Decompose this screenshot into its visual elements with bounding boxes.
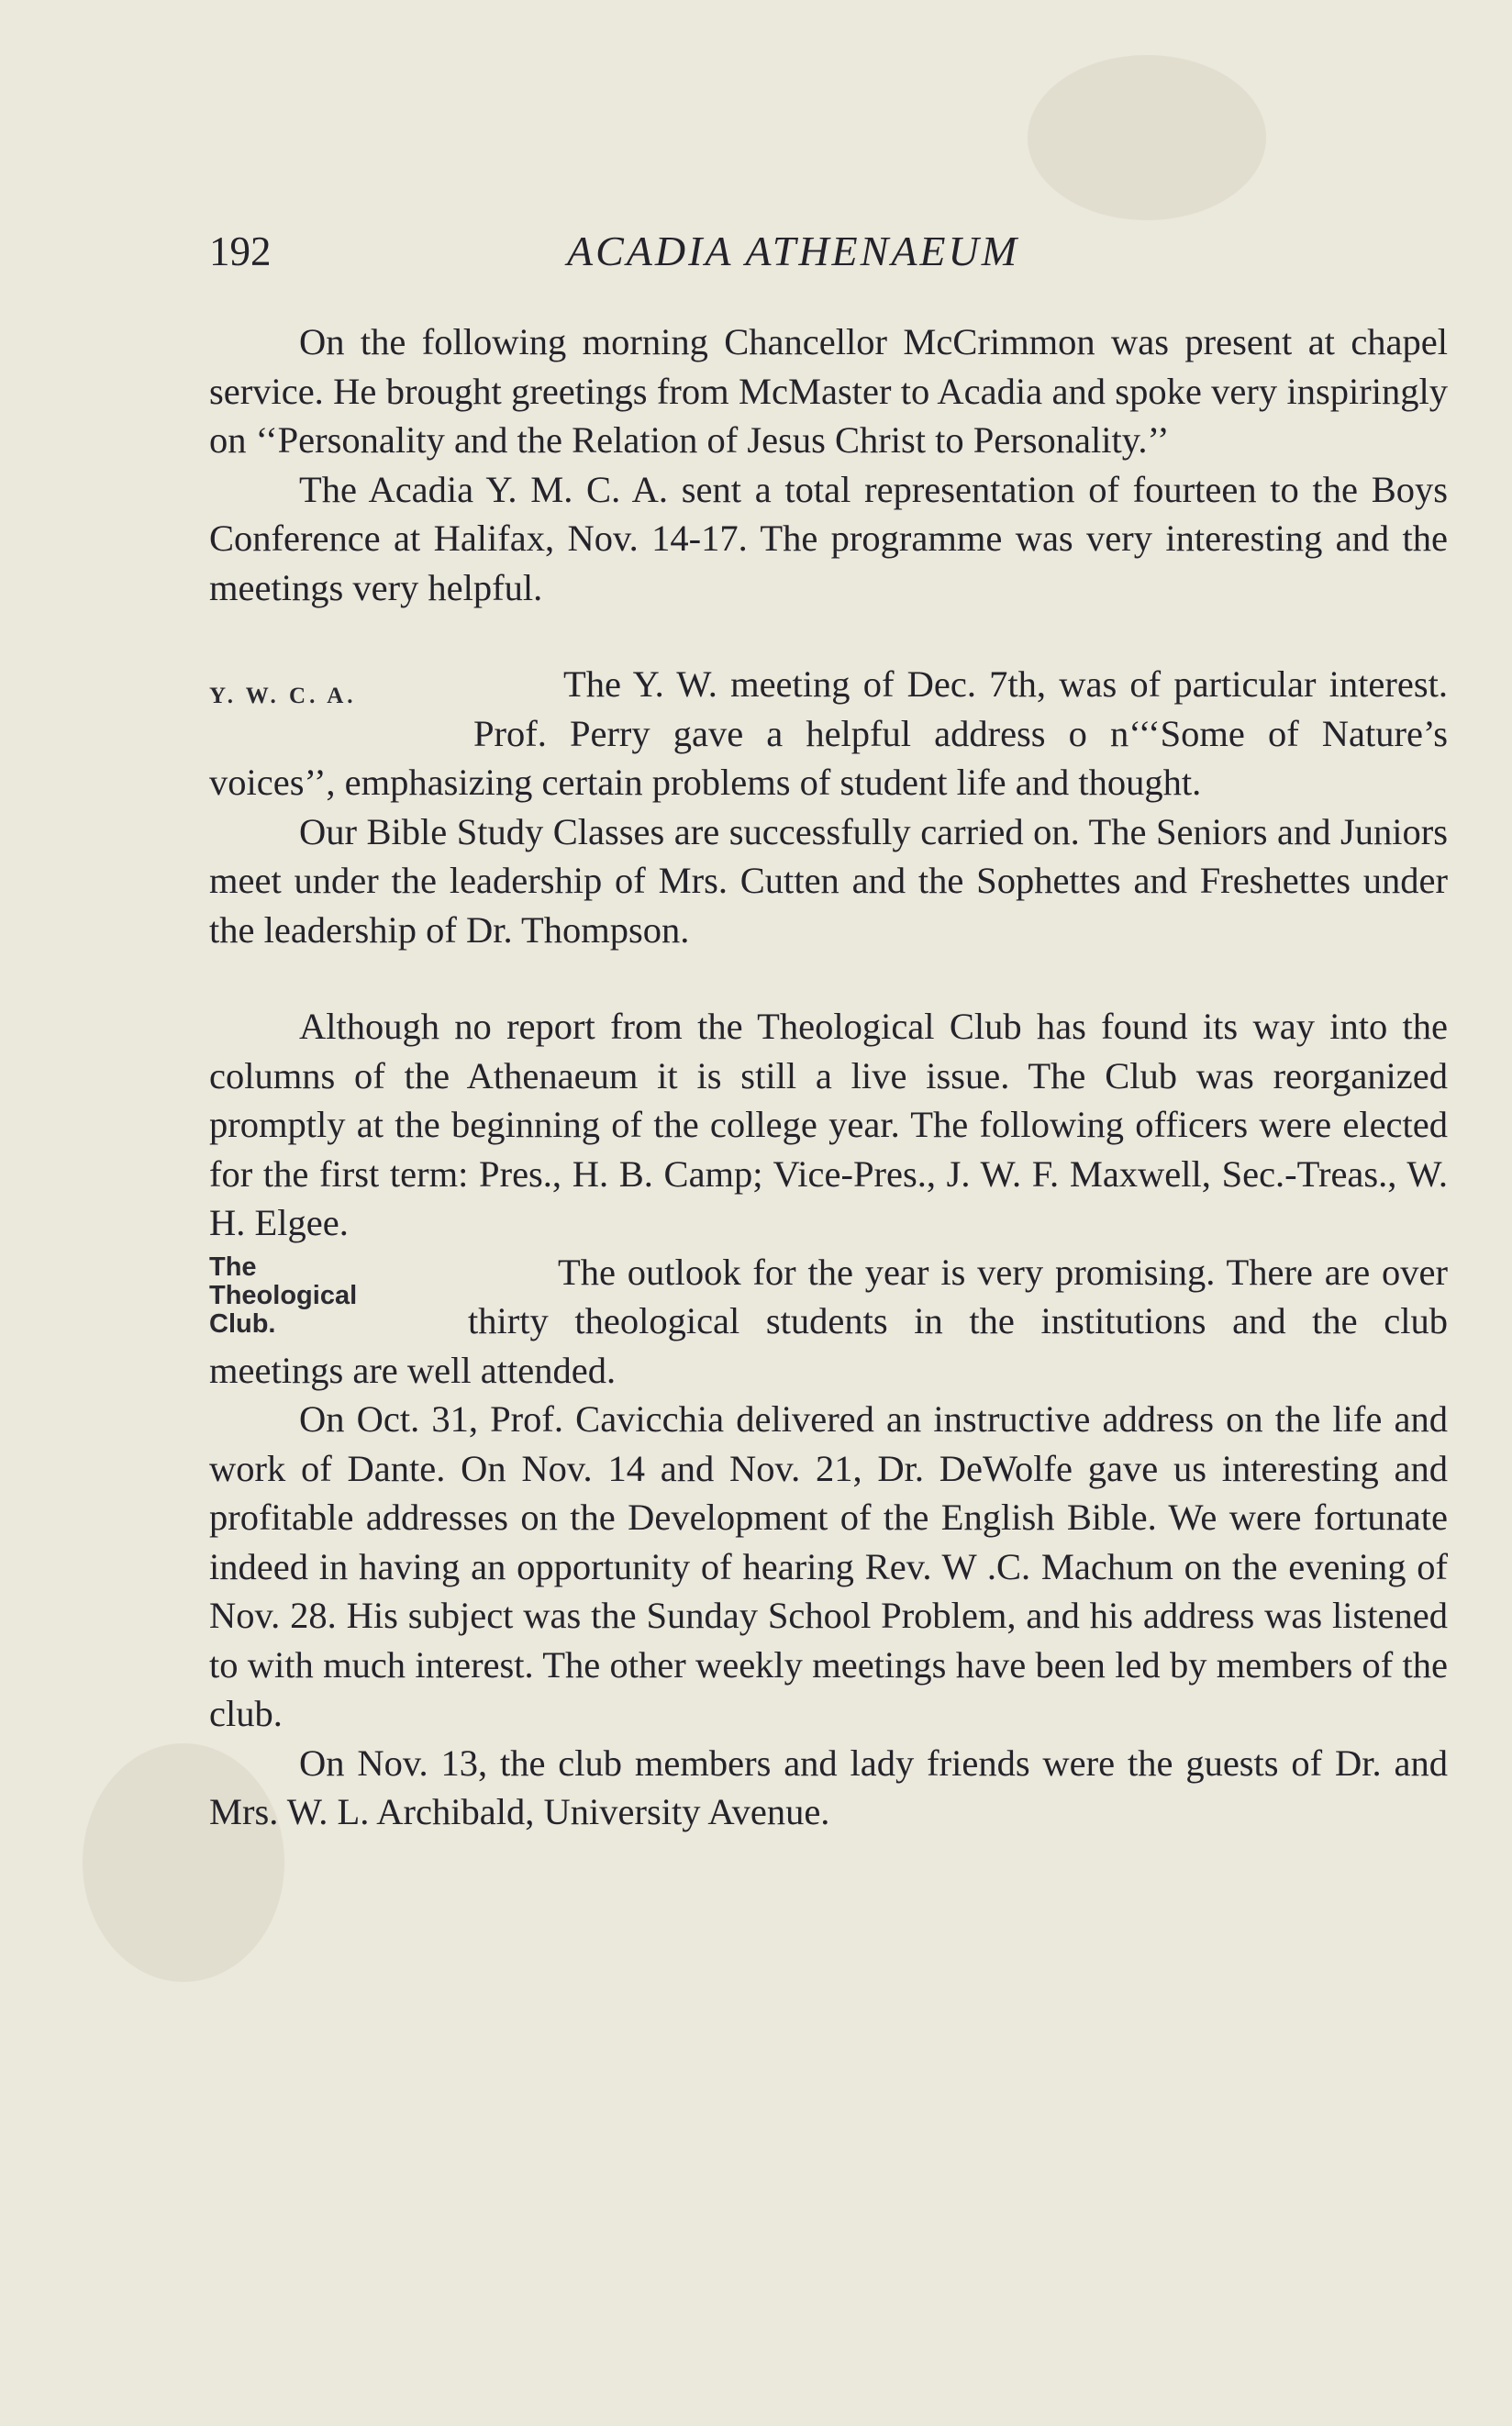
paper-stain [1028,55,1266,220]
paragraph-theological-report: Although no report from the Theological Club has found its way into the columns of the Athenaeum it is still a live issue. The Club was reorganized promptly at the beginning of the college year. The following officers were elected for the first term: Pres., H. B. Camp; Vice-Pres., J. W. F. Maxwell, Sec.-Treas., W. H. Elgee. [209,1006,1448,1243]
section-ywca [209,660,1448,954]
paragraph-ymca: The Acadia Y. M. C. A. sent a total representation of fourteen to the Boys Conference at Halifax, Nov. 14-17. The programme was very interesting and the meetings very helpful. [209,468,1448,608]
paragraph-yw-meeting: The Y. W. meeting of Dec. 7th, was of particular interest. Prof. Perry gave a helpful address o n‘‘‘Some of Nature’s voices’’, emphasizing certain problems of student life and thought. [209,663,1448,803]
article-body [209,317,1448,1837]
paragraph-dante: On Oct. 31, Prof. Cavicchia delivered an instructive address on the life and work of Dante. On Nov. 14 and Nov. 21, Dr. DeWolfe gave us interesting and profitable addresses on the Development of the English Bible. We were fortunate indeed in having an opportunity of hearing Rev. W .C. Machum on the evening of Nov. 28. His subject was the Sunday School Problem, and his address was listened to with much interest. The other weekly meetings have been led by members of the club. [209,1398,1448,1734]
running-title: ACADIA ATHENAEUM [567,228,1020,274]
paragraph-chancellor: On the following morning Chancellor McCrimmon was present at chapel service. He brought greetings from McMaster to Acadia and spoke very inspiringly on ‘‘Personality and the Relation of Jesus Christ to Personality.’’ [209,321,1448,461]
running-header [209,224,1450,288]
margin-head-line: The [209,1252,257,1282]
paragraph-guests: On Nov. 13, the club members and lady friends were the guests of Dr. and Mrs. W. L. Archibald, University Avenue. [209,1742,1448,1832]
margin-head-line: Theological [209,1280,358,1310]
margin-head-ywca: Y. W. C. A. [209,684,357,708]
page-number: 192 [209,228,272,274]
paragraph-outlook: The outlook for the year is very promising. There are over thirty theological students in the institutions and the club meetings are well attended. [209,1251,1448,1391]
margin-head-theological-club [209,1253,429,1339]
paragraph-bible-study: Our Bible Study Classes are successfully carried on. The Seniors and Juniors meet under the leadership of Mrs. Cutten and the Sophettes and Freshettes under the leadership of Dr. Thompson. [209,810,1448,951]
section-theological-club [209,1002,1448,1837]
margin-head-line: Club. [209,1308,276,1339]
